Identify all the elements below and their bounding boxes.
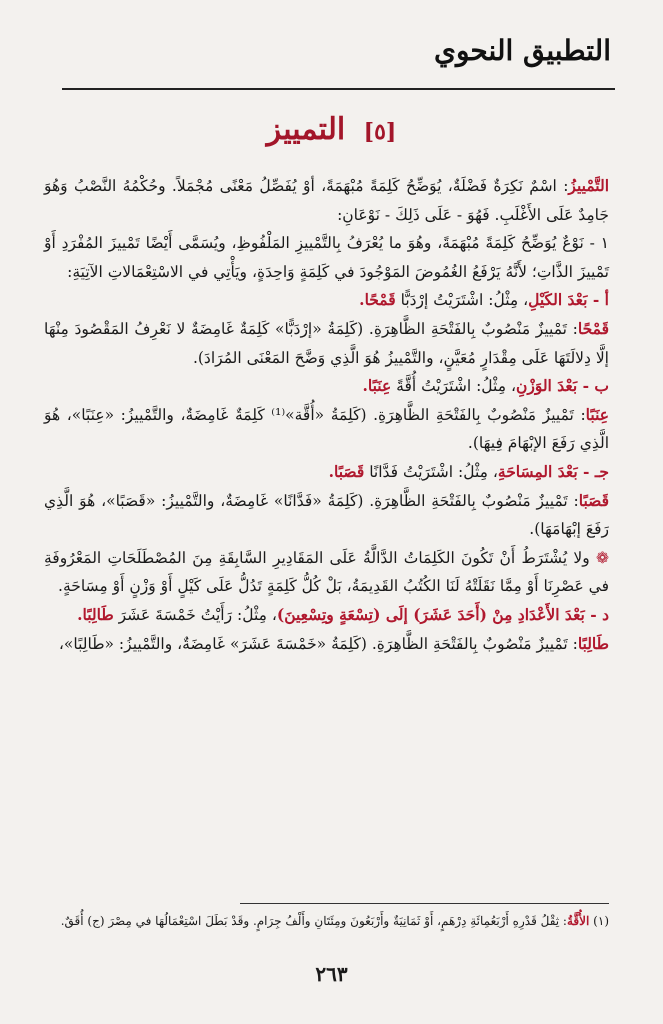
chapter-number: [٥] bbox=[363, 119, 397, 145]
term: طَالِبًا bbox=[577, 633, 609, 653]
flower-ornament-icon: ❁ bbox=[596, 548, 609, 567]
paragraph-text: ١ - نَوْعٌ يُوَضِّحُ كَلِمَةً مُبْهَمَةً، وهُوَ ما يُعْرَفُ بِالتَّمْييزِ المَلْفُوظِ، ويُسَمَّى أَيْضًا تَمْييزَ المُفْرَدِ أَوْ تَمْييزَ الذَّاتِ؛ لأَنَّهُ يَرْفَعُ الغُمُوضَ المَوْجُودَ في كَلِمَةٍ وَاحِدَةٍ، ويَأْتِي في الاسْتِعْمَالاتِ الآتِيَةِ: bbox=[44, 234, 609, 281]
running-header-title: التطبيق النحوي bbox=[434, 34, 611, 67]
example-word: قَصَبًا. bbox=[328, 461, 365, 481]
paragraph-text: ، مِثْلُ: اشْتَرَيْتُ إرْدَبًّا bbox=[395, 291, 529, 310]
chapter-title bbox=[0, 112, 663, 147]
paragraph bbox=[44, 401, 609, 458]
paragraph bbox=[44, 315, 609, 372]
paragraph bbox=[44, 544, 609, 601]
paragraph-text: ولا يُشْتَرَطُ أَنْ تَكُونَ الكَلِمَاتُ الدَّالَّةُ عَلَى المَقَادِيرِ السَّابِقَةِ مِنَ المُصْطَلَحَاتِ المَعْرُوفَةِ في عَصْرِنَا أَوْ مِمَّا نَقَلَتْهُ لَنَا الكُتُبُ القَدِيمَةُ، بَلْ كُلُّ كَلِمَةٍ تَدُلُّ عَلَى كَيْلٍ أَوْ وَزْنٍ أَوْ مِسَاحَةٍ. bbox=[44, 548, 609, 596]
paragraph bbox=[44, 172, 609, 229]
footnote bbox=[44, 912, 609, 930]
paragraph bbox=[44, 601, 609, 630]
term: عِنَبًا bbox=[585, 404, 609, 424]
paragraph-text: ، مِثْلُ: اشْتَرَيْتُ فَدَّانًا bbox=[364, 462, 498, 481]
paragraph-text: : تَمْييزٌ مَنْصُوبٌ بِالفَتْحَةِ الظَّاهِرَةِ. (كَلِمَةُ «خَمْسَةَ عَشَرَ» غَامِضَةٌ، والتَّمْييزُ: «طَالِبًا»، bbox=[58, 634, 578, 653]
paragraph bbox=[44, 372, 609, 401]
chapter-title-text: التمييز bbox=[266, 112, 346, 147]
paragraph-text: : تَمْييزٌ مَنْصُوبٌ بِالفَتْحَةِ الظَّاهِرَةِ. (كَلِمَةُ «فَدَّانًا» غَامِضَةٌ، والتَّمْييزُ: «قَصَبًا»، هُوَ الَّذِي رَفَعَ إبْهَامَهَا). bbox=[44, 491, 609, 539]
example-word: قَمْحًا. bbox=[359, 290, 396, 310]
example-word: طَالِبًا. bbox=[77, 604, 114, 624]
footnote-marker: (١) bbox=[593, 914, 609, 928]
term: قَصَبًا bbox=[578, 490, 609, 510]
page-number: ٢٦٣ bbox=[315, 962, 348, 986]
paragraph bbox=[44, 458, 609, 487]
paragraph-text: ، مِثْلُ: اشْتَرَيْتُ أُقَّةً bbox=[391, 377, 516, 396]
footnote-divider bbox=[240, 903, 609, 904]
paragraph bbox=[44, 229, 609, 286]
subheading: د - بَعْدَ الأَعْدَادِ مِنْ (أَحَدَ عَشَرَ) إلَى (تِسْعَةٍ وتِسْعِينَ) bbox=[276, 604, 609, 624]
footnote-text: : ثِقْلُ قَدْرِهِ أَرْبَعُمِائَةِ دِرْهَمٍ، أَوْ ثَمَانِيَةٌ وأَرْبَعُونَ ومِئَتَانِ وأَلْفُ جِرَامٍ. وقَدْ بَطَلَ اسْتِعْمَالُهَا في مِصْرَ (ج) أُقَقٌ. bbox=[60, 914, 567, 928]
subheading: جـ - بَعْدَ المِسَاحَةِ bbox=[497, 461, 609, 481]
footnote-term: الأُقَّةُ bbox=[566, 914, 590, 928]
body-text bbox=[44, 172, 609, 658]
term: التَّمْييزُ bbox=[568, 176, 609, 195]
paragraph bbox=[44, 487, 609, 544]
header-divider bbox=[62, 88, 615, 90]
subheading: ب - بَعْدَ الوَزْنِ bbox=[515, 376, 609, 396]
paragraph-text: ، مِثْلُ: رَأَيْتُ خَمْسَةَ عَشَرَ bbox=[113, 605, 277, 624]
paragraph bbox=[44, 630, 609, 659]
paragraph-text: : تَمْييزٌ مَنْصُوبٌ بِالفَتْحَةِ الظَّاهِرَةِ. (كَلِمَةُ «أُقَّة»⁽¹⁾ كَلِمَةٌ غَامِضَةٌ، والتَّمْييزُ: «عِنَبًا»، هُوَ الَّذِي رَفَعَ الإبْهَامَ فِيهَا). bbox=[44, 405, 609, 453]
paragraph-text: : اسْمٌ نَكِرَةٌ فَضْلَةٌ، يُوَضِّحُ كَلِمَةً مُبْهَمَةً، أوْ يُفَصِّلُ مَعْنًى مُجْمَلاً. وحُكْمُهُ النَّصْبُ وَهُوَ جَامِدٌ عَلَى الأَغْلَبِ. فَهُوَ - عَلَى ذَلِكَ - نَوْعَانِ: bbox=[44, 177, 609, 224]
paragraph bbox=[44, 286, 609, 315]
term: قَمْحًا bbox=[577, 318, 609, 338]
paragraph-text: : تَمْييزٌ مَنْصُوبٌ بِالفَتْحَةِ الظَّاهِرَةِ. (كَلِمَةُ «إرْدَبًّا» كَلِمَةٌ غَامِضَةٌ لا نَعْرِفُ المَقْصُودَ مِنْهَا إلَّا دِلالَتَهَا عَلَى مِقْدَارٍ مُعَيَّنٍ، والتَّمْييزُ هُوَ الَّذِي وَضَّحَ المَعْنَى المُرَادَ). bbox=[44, 319, 609, 367]
subheading: أ - بَعْدَ الكَيْلِ bbox=[528, 290, 609, 310]
example-word: عِنَبًا. bbox=[362, 376, 392, 396]
